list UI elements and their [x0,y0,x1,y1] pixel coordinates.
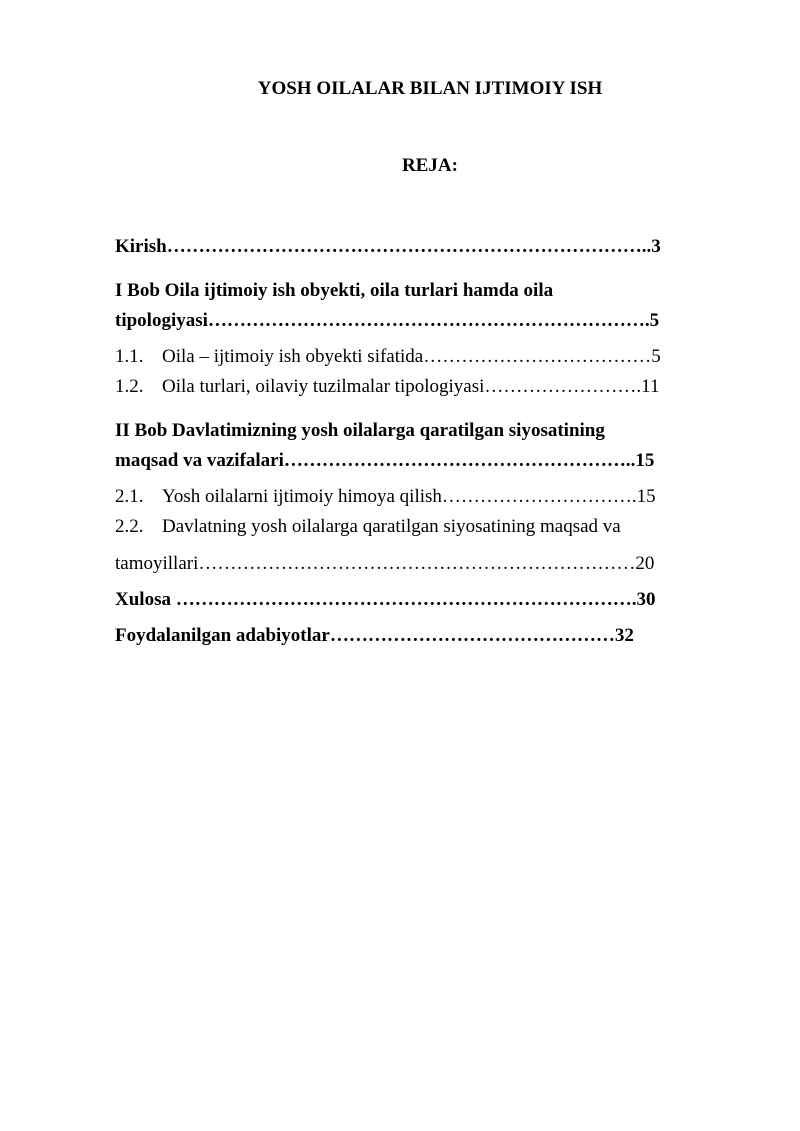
toc-section-2-2-continuation: tamoyillari……………………………………………………………20 [115,553,655,574]
section-title: Oila turlari, oilaviy tuzilmalar tipologiyasi…………………….11 [162,376,660,397]
section-title: Davlatning yosh oilalarga qaratilgan siyosatining maqsad va [162,516,621,537]
toc-section-2-2 [115,512,735,542]
toc-entry-conclusion: Xulosa ……………………………………………………………….30 [115,589,656,610]
toc-chapter2-line1: II Bob Davlatimizning yosh oilalarga qaratilgan siyosatining [115,420,605,441]
section-number: 2.1. [115,486,144,507]
table-of-contents [115,232,735,651]
toc-chapter2-line2: maqsad va vazifalari………………………………………………..15 [115,450,655,471]
toc-section-2-1 [115,482,735,512]
toc-section-1-2 [115,372,735,402]
section-number: 1.1. [115,346,144,367]
toc-section-1-1 [115,342,735,372]
section-number: 2.2. [115,516,144,537]
toc-chapter1-line2: tipologiyasi…………………………………………………………….5 [115,310,660,331]
toc-entry-intro: Kirish…………………………………………………………………..3 [115,236,661,257]
section-title: Yosh oilalarni ijtimoiy himoya qilish………………………….15 [162,486,656,507]
section-title: Oila – ijtimoiy ish obyekti sifatida………………………………5 [162,346,661,367]
section-number: 1.2. [115,376,144,397]
document-title: YOSH OILALAR BILAN IJTIMOIY ISH [257,78,603,99]
toc-entry-references: Foydalanilgan adabiyotlar………………………………………32 [115,625,634,646]
plan-heading: REJA: [402,155,458,176]
toc-chapter1-line1: I Bob Oila ijtimoiy ish obyekti, oila turlari hamda oila [115,280,554,301]
